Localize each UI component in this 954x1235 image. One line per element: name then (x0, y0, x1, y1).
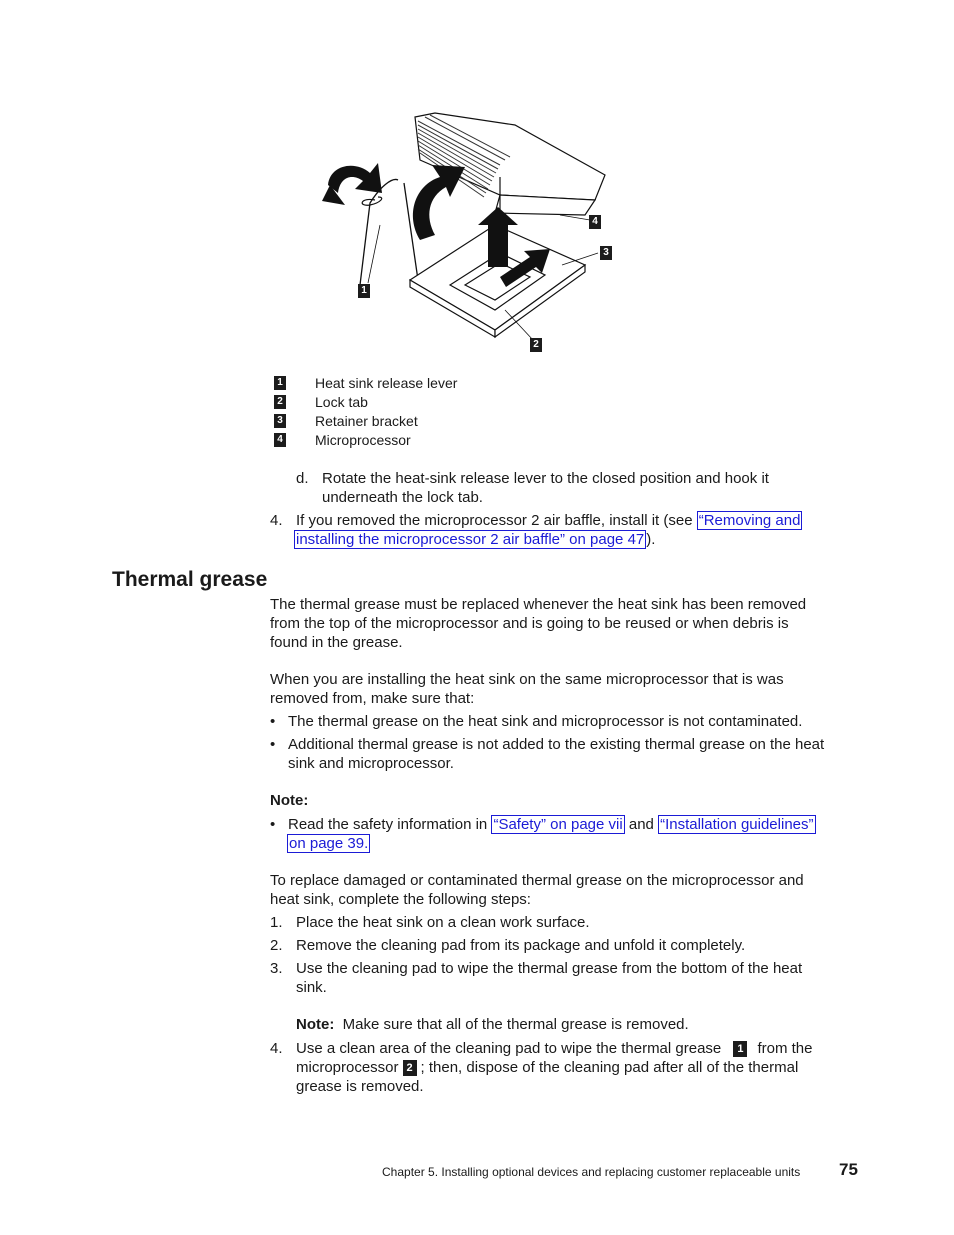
paragraph-intro (270, 595, 806, 652)
legend-item (274, 393, 574, 412)
bullet-text: Additional thermal grease is not added to the existing thermal grease on the heat (288, 736, 825, 753)
legend-item (274, 374, 574, 393)
section-title: Thermal grease (112, 568, 268, 591)
step-text: from the (757, 1040, 813, 1057)
link-safety[interactable]: “Safety” on page vii (493, 816, 623, 833)
text-line: removed from, make sure that: (270, 690, 475, 707)
legend-label: Heat sink release lever (315, 375, 458, 391)
legend-label: Lock tab (315, 394, 368, 410)
text-line: from the top of the microprocessor and is going to be reused or when debris is (270, 615, 789, 632)
legend-label: Microprocessor (315, 432, 411, 448)
step-marker: 4. (270, 512, 283, 529)
callout-4: 4 (589, 215, 601, 229)
link-removing-air-baffle[interactable]: “Removing and (698, 512, 801, 529)
step-item (270, 959, 870, 1015)
callout-badge: 2 (403, 1060, 417, 1076)
legend-item (274, 431, 574, 450)
callout-badge: 1 (733, 1041, 747, 1057)
figure-heat-sink-install (300, 105, 630, 355)
legend-label: Retainer bracket (315, 413, 418, 429)
legend-badge: 3 (274, 414, 286, 428)
link-removing-air-baffle-cont[interactable]: installing the microprocessor 2 air baffle” on page 47 (296, 531, 645, 548)
step-text: ). (646, 531, 656, 548)
note-thermal-grease-removed (296, 1015, 689, 1034)
step-text: ; then, dispose of the cleaning pad after all of the thermal (420, 1059, 799, 1076)
step-text: Remove the cleaning pad from its package and unfold it completely. (296, 937, 746, 954)
page-number: 75 (839, 1160, 858, 1179)
step-text: Place the heat sink on a clean work surface. (296, 914, 590, 931)
paragraph-same-microprocessor (270, 670, 784, 708)
step-text: grease is removed. (296, 1078, 424, 1095)
step-text: sink. (296, 979, 327, 996)
callout-3: 3 (600, 246, 612, 260)
step-number: 3. (270, 960, 283, 977)
figure-legend (274, 374, 574, 450)
step-marker: d. (296, 470, 309, 487)
list-item: • Additional thermal grease is not added to the existing thermal grease on the heat sink and microprocessor. (270, 736, 825, 772)
legend-badge: 4 (274, 433, 286, 447)
footer-chapter: Chapter 5. Installing optional devices and replacing customer replaceable units (382, 1165, 801, 1179)
step-text: Use the cleaning pad to wipe the thermal grease from the bottom of the heat (296, 960, 803, 977)
text-line: The thermal grease must be replaced whenever the heat sink has been removed (270, 596, 807, 613)
note-label: Note: (296, 1016, 335, 1033)
step-text: If you removed the microprocessor 2 air baffle, install it (see (296, 512, 697, 529)
page-footer (382, 1160, 862, 1184)
note-text: Make sure that all of the thermal grease is removed. (342, 1016, 689, 1033)
bullet-list (270, 712, 870, 775)
note-text: Read the safety information in (288, 816, 492, 833)
callout-2: 2 (530, 338, 542, 352)
bullet-text: The thermal grease on the heat sink and microprocessor is not contaminated. (288, 713, 803, 730)
step-text: microprocessor (296, 1059, 399, 1076)
note-label: Note: (270, 792, 309, 809)
legend-badge: 2 (274, 395, 286, 409)
legend-item (274, 412, 574, 431)
list-item: • The thermal grease on the heat sink and microprocessor is not contaminated. (270, 713, 803, 730)
text-line: found in the grease. (270, 634, 403, 651)
note-text: and (624, 816, 659, 833)
step-text: Use a clean area of the cleaning pad to wipe the thermal grease (296, 1040, 722, 1057)
heat-sink-illustration (300, 105, 630, 355)
link-installation-guidelines-cont[interactable]: on page 39. (289, 835, 369, 852)
callout-1: 1 (358, 284, 370, 298)
step-line: underneath the lock tab. (322, 489, 483, 506)
paragraph-replace-grease (270, 871, 804, 909)
step-number: 4. (270, 1040, 283, 1057)
text-line: When you are installing the heat sink on the same microprocessor that is was (270, 671, 784, 688)
bullet-text: sink and microprocessor. (288, 755, 454, 772)
step-item (270, 913, 870, 936)
text-line: To replace damaged or contaminated thermal grease on the microprocessor and (270, 872, 804, 889)
text-line: heat sink, complete the following steps: (270, 891, 531, 908)
legend-badge: 1 (274, 376, 286, 390)
link-installation-guidelines[interactable]: “Installation guidelines” (660, 816, 814, 833)
step-number: 2. (270, 937, 283, 954)
step-line: Rotate the heat-sink release lever to the closed position and hook it (322, 470, 769, 487)
steps-list (270, 913, 870, 1015)
step-number: 1. (270, 914, 283, 931)
step-item (270, 936, 870, 959)
